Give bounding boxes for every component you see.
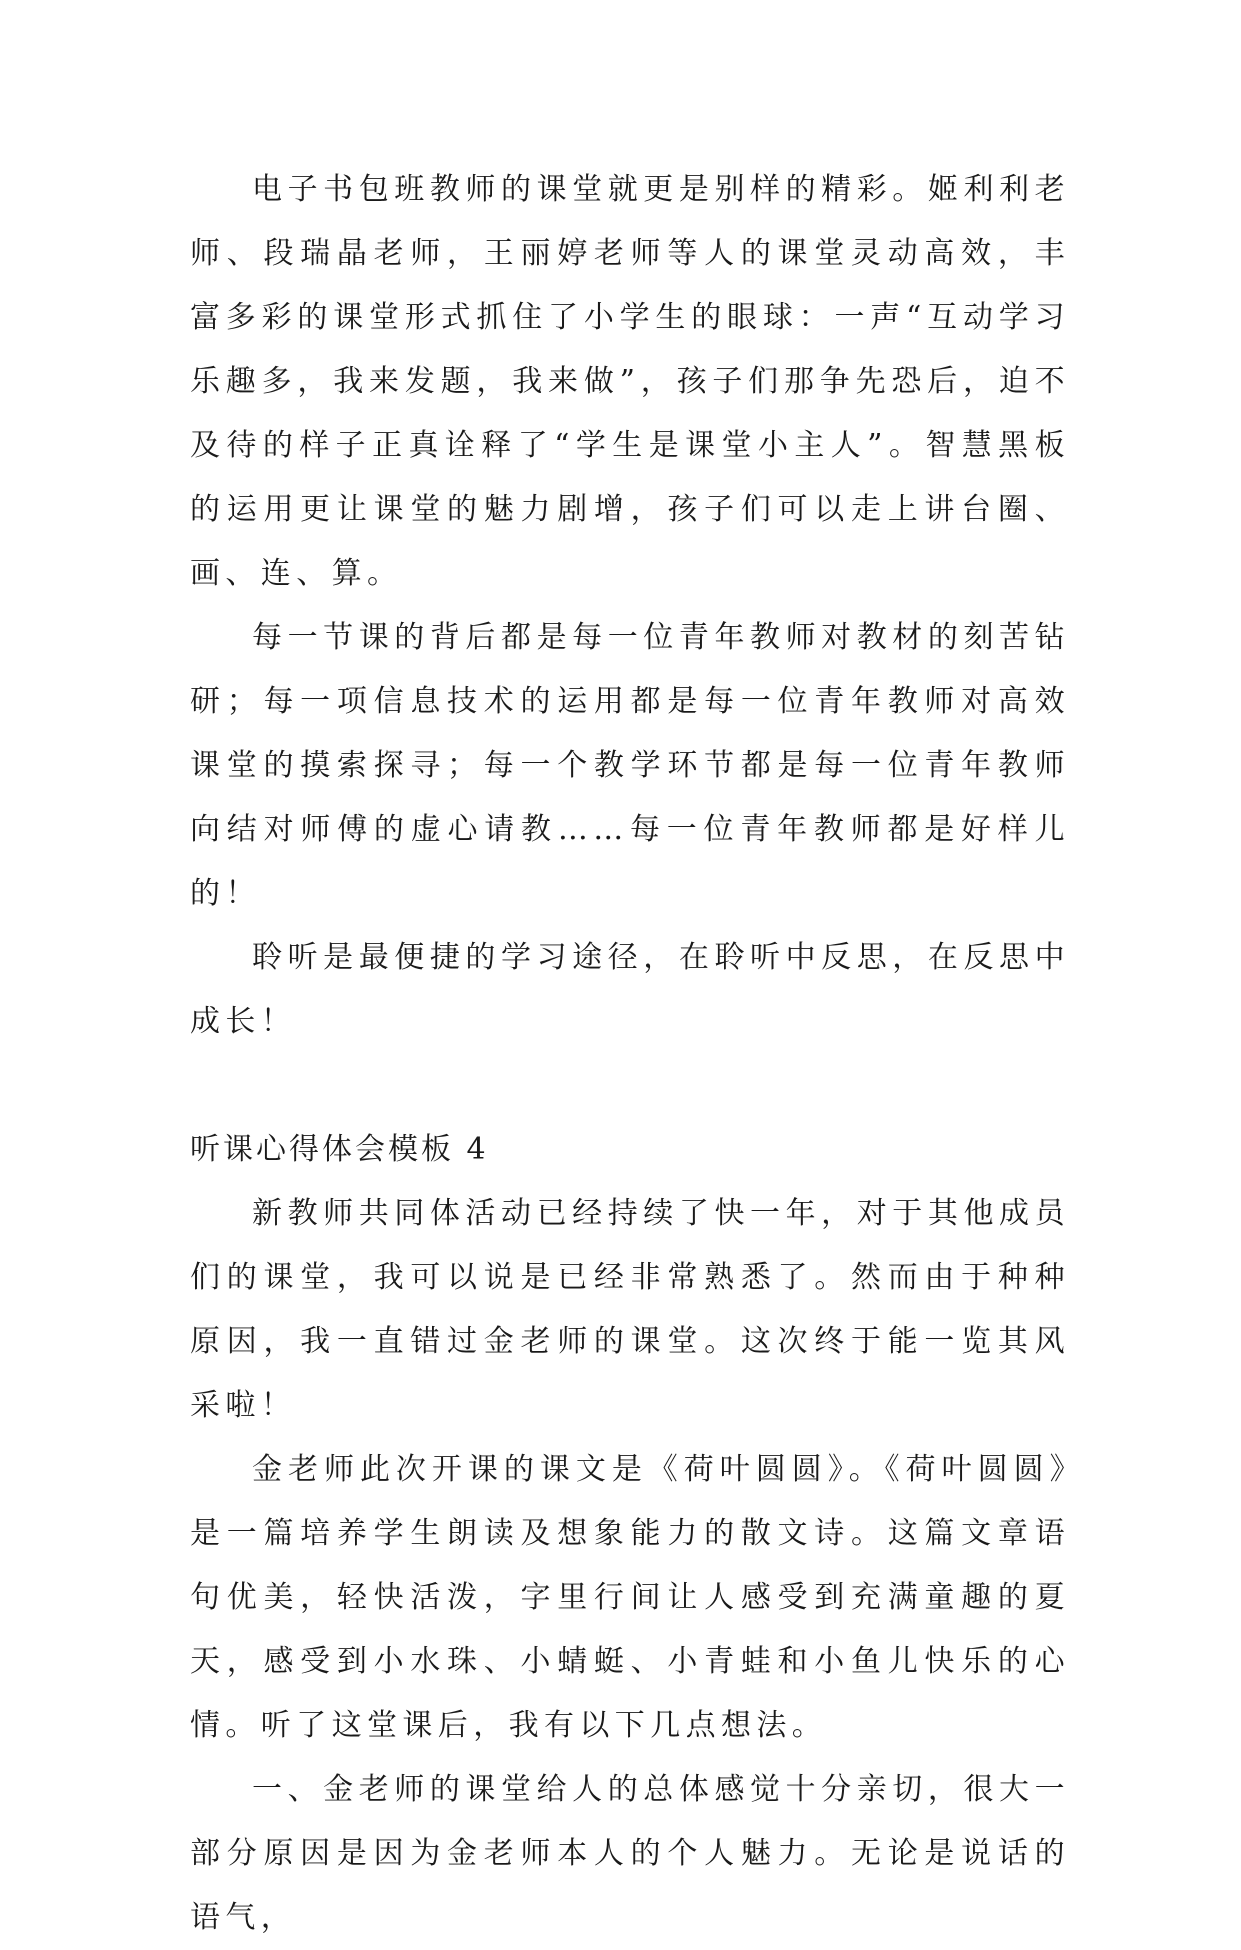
section-spacer	[190, 1054, 1070, 1118]
section-heading: 听课心得体会模板 4	[190, 1132, 489, 1167]
paragraph-young-teachers: 每一节课的背后都是每一位青年教师对教材的刻苦钻研；每一项信息技术的运用都是每一位青年教师对高效课堂的摸索探寻；每一个教学环节都是每一位青年教师向结对师傅的虚心请教……每一位青年教师都是好样儿的！	[190, 620, 1070, 911]
document-body	[190, 158, 1070, 1950]
paragraph-community-activity: 新教师共同体活动已经持续了快一年，对于其他成员们的课堂，我可以说是已经非常熟悉了。然而由于种种原因，我一直错过金老师的课堂。这次终于能一览其风采啦！	[190, 1196, 1070, 1423]
paragraph-lesson-intro: 金老师此次开课的课文是《荷叶圆圆》。《荷叶圆圆》是一篇培养学生朗读及想象能力的散文诗。这篇文章语句优美，轻快活泼，字里行间让人感受到充满童趣的夏天，感受到小水珠、小蜻蜓、小青蛙和小鱼儿快乐的心情。听了这堂课后，我有以下几点想法。	[190, 1452, 1070, 1743]
paragraph-point-one: 一、金老师的课堂给人的总体感觉十分亲切，很大一部分原因是因为金老师本人的个人魅力。无论是说话的语气，	[190, 1772, 1070, 1935]
paragraph-electronic-schoolbag: 电子书包班教师的课堂就更是别样的精彩。姬利利老师、段瑞晶老师，王丽婷老师等人的课堂灵动高效，丰富多彩的课堂形式抓住了小学生的眼球：一声“互动学习乐趣多，我来发题，我来做”，孩子们那争先恐后，迫不及待的样子正真诠释了“学生是课堂小主人”。智慧黑板的运用更让课堂的魅力剧增，孩子们可以走上讲台圈、画、连、算。	[190, 172, 1070, 591]
paragraph-listening-growth: 聆听是最便捷的学习途径，在聆听中反思，在反思中成长！	[190, 940, 1070, 1039]
